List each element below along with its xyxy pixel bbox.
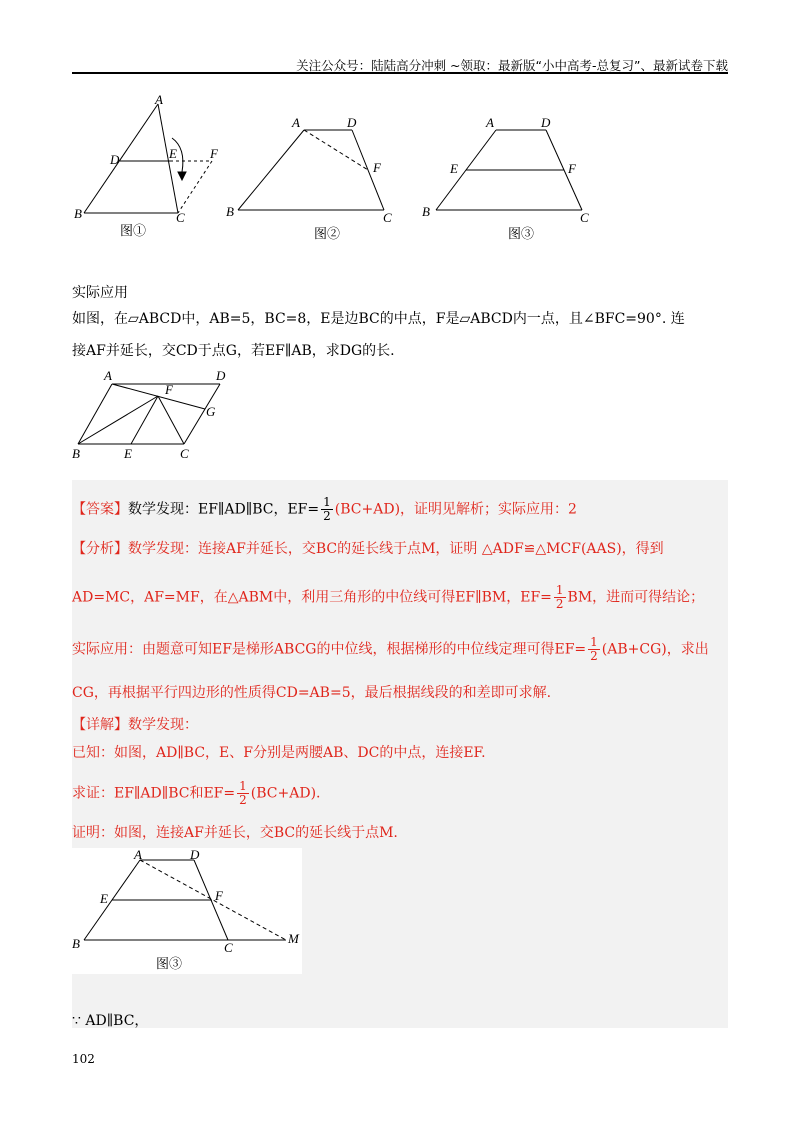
analysis-text: 数学发现：连接AF并延长，交BC的延长线于点M，证明 △ADF≌△MCF(AAS)，得到 [128, 541, 664, 557]
figure-caption: 图③ [508, 226, 535, 241]
point-label: D [541, 115, 551, 130]
point-label: D [110, 152, 120, 167]
answer-tag: 【答案】 [72, 501, 128, 518]
because-line: ∵ AD∥BC， [72, 1013, 149, 1029]
point-label: E [169, 146, 177, 161]
proof-line: 证明：如图，连接AF并延长，交BC的延长线于点M. [72, 825, 398, 841]
point-label: F [165, 382, 173, 397]
point-label: F [568, 161, 576, 176]
figure-caption: 图① [120, 223, 147, 238]
point-label: G [206, 404, 216, 419]
point-label: A [155, 92, 163, 107]
page-number: 102 [72, 1052, 95, 1066]
point-label: E [124, 446, 132, 461]
point-label: C [580, 210, 589, 225]
analysis-line-4: CG，再根据平行四边形的性质得CD=AB=5，最后根据线段的和差即可求解. [72, 685, 552, 701]
point-label: A [292, 115, 300, 130]
fraction: $\frac{1}{2}$ [239, 779, 247, 807]
point-label: A [134, 848, 142, 862]
figure-caption: 图② [314, 226, 341, 241]
problem-line-2: 接AF并延长，交CD于点G，若EF∥AB，求DG的长. [72, 343, 395, 359]
problem-line-1: 如图，在▱ABCD中，AB=5，BC=8，E是边BC的中点，F是▱ABCD内一点，且∠BFC=90°. 连 [72, 311, 685, 327]
point-label: D [190, 848, 200, 862]
figure-3 [416, 110, 596, 245]
known-line: 已知：如图，AD∥BC，E、F分别是两腰AB、DC的中点，连接EF. [72, 745, 486, 761]
section-heading: 实际应用 [72, 285, 128, 301]
detail-tag: 【详解】 [72, 717, 128, 733]
point-label: F [373, 160, 381, 175]
analysis-tag: 【分析】 [72, 541, 128, 557]
figure-1 [72, 92, 232, 242]
header-rule [72, 72, 728, 74]
point-label: C [180, 446, 189, 461]
point-label: B [422, 204, 430, 219]
prove-line: 求证：EF∥AD∥BC和EF= $\frac{1}{2}$ (BC+AD). [72, 779, 321, 807]
point-label: B [226, 204, 234, 219]
point-label: A [104, 368, 112, 383]
detail-line: 【详解】数学发现： [72, 717, 198, 733]
point-label: F [210, 146, 218, 161]
analysis-line-3: 实际应用：由题意可知EF是梯形ABCG的中位线，根据梯形的中位线定理可得EF= $\frac{1}{2}$ (AB+CG)，求出 [72, 635, 709, 663]
point-label: B [74, 206, 82, 221]
point-label: C [176, 210, 185, 225]
analysis-line-2: AD=MC，AF=MF，在△ABM中，利用三角形的中位线可得EF∥BM，EF= $\frac{1}{2}$ BM，进而可得结论； [72, 583, 705, 611]
point-label: B [72, 936, 80, 951]
point-label: C [224, 940, 233, 955]
figure-parallelogram [72, 366, 242, 462]
point-label: B [72, 446, 80, 461]
point-label: F [215, 888, 223, 903]
point-label: D [216, 368, 226, 383]
fraction: $\frac{1}{2}$ [555, 583, 564, 611]
figure-2 [222, 110, 402, 245]
answer-text: 数学发现：EF∥AD∥BC，EF= [128, 501, 320, 518]
point-label: E [100, 891, 108, 906]
figure-caption: 图③ [156, 956, 183, 971]
point-label: D [347, 115, 357, 130]
point-label: C [383, 210, 392, 225]
analysis-line-1 [72, 538, 664, 558]
point-label: E [450, 161, 458, 176]
point-label: M [288, 931, 299, 946]
answer-text-tail: (BC+AD)，证明见解析；实际应用：2 [334, 501, 577, 518]
fraction: $\frac{1}{2}$ [323, 495, 331, 523]
answer-line [72, 496, 577, 523]
figure-trapezoid-extended [72, 848, 302, 974]
page-header: 关注公众号：陆陆高分冲刺 ~领取：最新版“小中高考-总复习”、最新试卷下载 [296, 58, 728, 73]
point-label: A [486, 115, 494, 130]
fraction: $\frac{1}{2}$ [590, 635, 598, 663]
